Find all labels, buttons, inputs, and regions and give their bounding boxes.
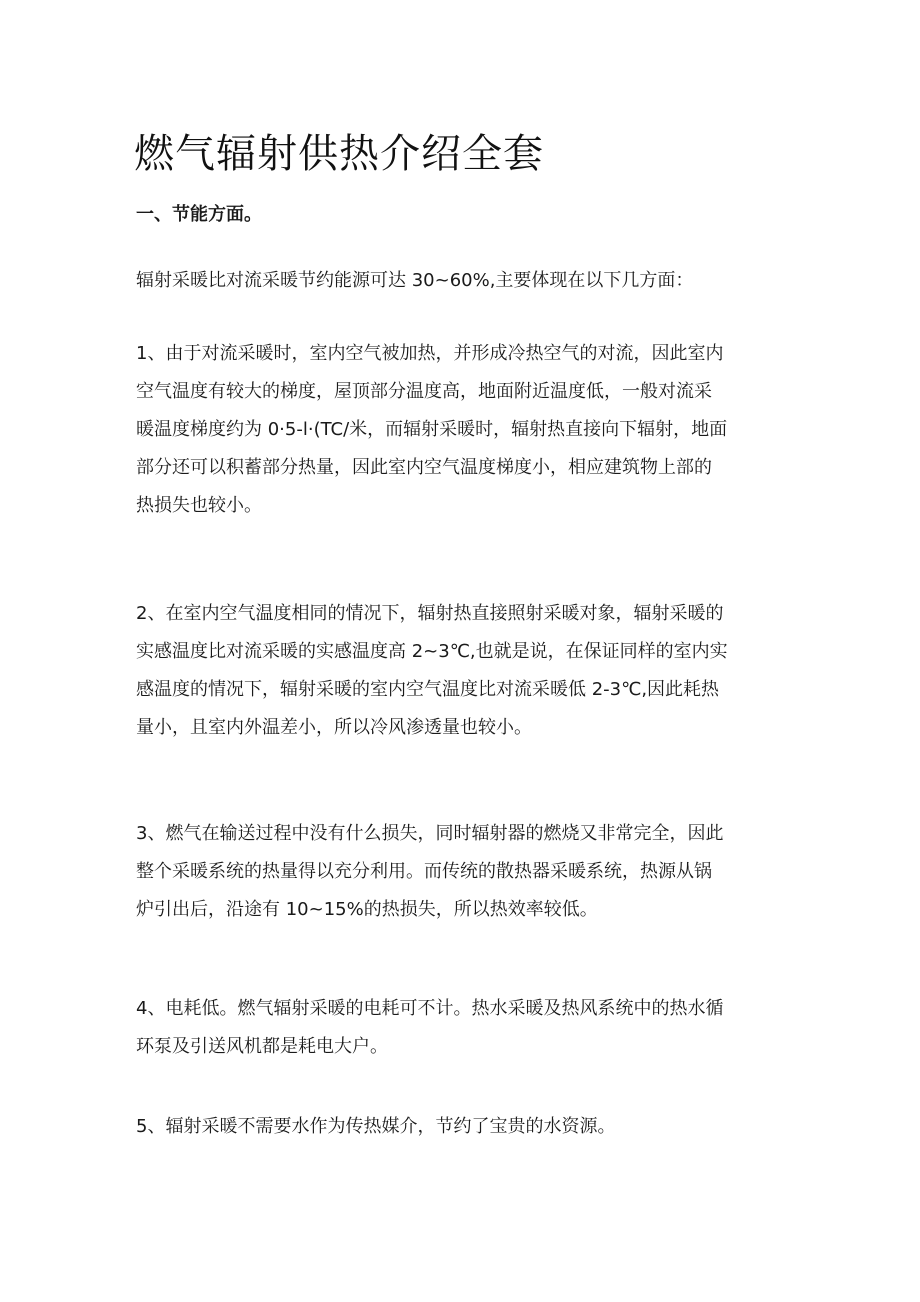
point-1-line-3: 暖温度梯度约为 0·5-l·(TC/米，而辐射采暖时，辐射热直接向下辐射，地面 xyxy=(136,419,728,440)
point-4-paragraph xyxy=(136,990,796,1066)
point-1-line-2: 空气温度有较大的梯度，屋顶部分温度高，地面附近温度低，一般对流采 xyxy=(136,381,712,402)
point-2-line-3: 感温度的情况下，辐射采暖的室内空气温度比对流采暖低 2-3℃,因此耗热 xyxy=(136,679,720,700)
point-1-line-1: 1、由于对流采暖时，室内空气被加热，并形成冷热空气的对流，因此室内 xyxy=(136,343,724,364)
point-3-line-3: 炉引出后，沿途有 10~15%的热损失，所以热效率较低。 xyxy=(136,899,598,920)
point-4-line-1: 4、电耗低。燃气辐射采暖的电耗可不计。热水采暖及热风系统中的热水循 xyxy=(136,998,724,1019)
point-4-line-2: 环泵及引送风机都是耗电大户。 xyxy=(136,1036,388,1057)
point-2-paragraph xyxy=(136,595,796,747)
point-3-line-2: 整个采暖系统的热量得以充分利用。而传统的散热器采暖系统，热源从锅 xyxy=(136,861,712,882)
intro-line: 辐射采暖比对流采暖节约能源可达 30~60%,主要体现在以下几方面： xyxy=(136,270,694,291)
point-1-line-4: 部分还可以积蓄部分热量，因此室内空气温度梯度小，相应建筑物上部的 xyxy=(136,457,712,478)
document-title: 燃气辐射供热介绍全套 xyxy=(134,131,544,177)
point-2-line-4: 量小，且室内外温差小，所以冷风渗透量也较小。 xyxy=(136,717,532,738)
point-5-line-1: 5、辐射采暖不需要水作为传热媒介，节约了宝贵的水资源。 xyxy=(136,1116,616,1137)
point-1-line-5: 热损失也较小。 xyxy=(136,495,262,516)
point-2-line-1: 2、在室内空气温度相同的情况下，辐射热直接照射采暖对象，辐射采暖的 xyxy=(136,603,724,624)
point-2-line-2: 实感温度比对流采暖的实感温度高 2~3℃,也就是说，在保证同样的室内实 xyxy=(136,641,728,662)
point-1-paragraph xyxy=(136,335,796,525)
point-3-line-1: 3、燃气在输送过程中没有什么损失，同时辐射器的燃烧又非常完全，因此 xyxy=(136,823,724,844)
point-3-paragraph xyxy=(136,815,796,929)
section-heading: 一、节能方面。 xyxy=(136,204,262,225)
intro-paragraph xyxy=(136,262,796,300)
point-5-paragraph xyxy=(136,1108,796,1146)
